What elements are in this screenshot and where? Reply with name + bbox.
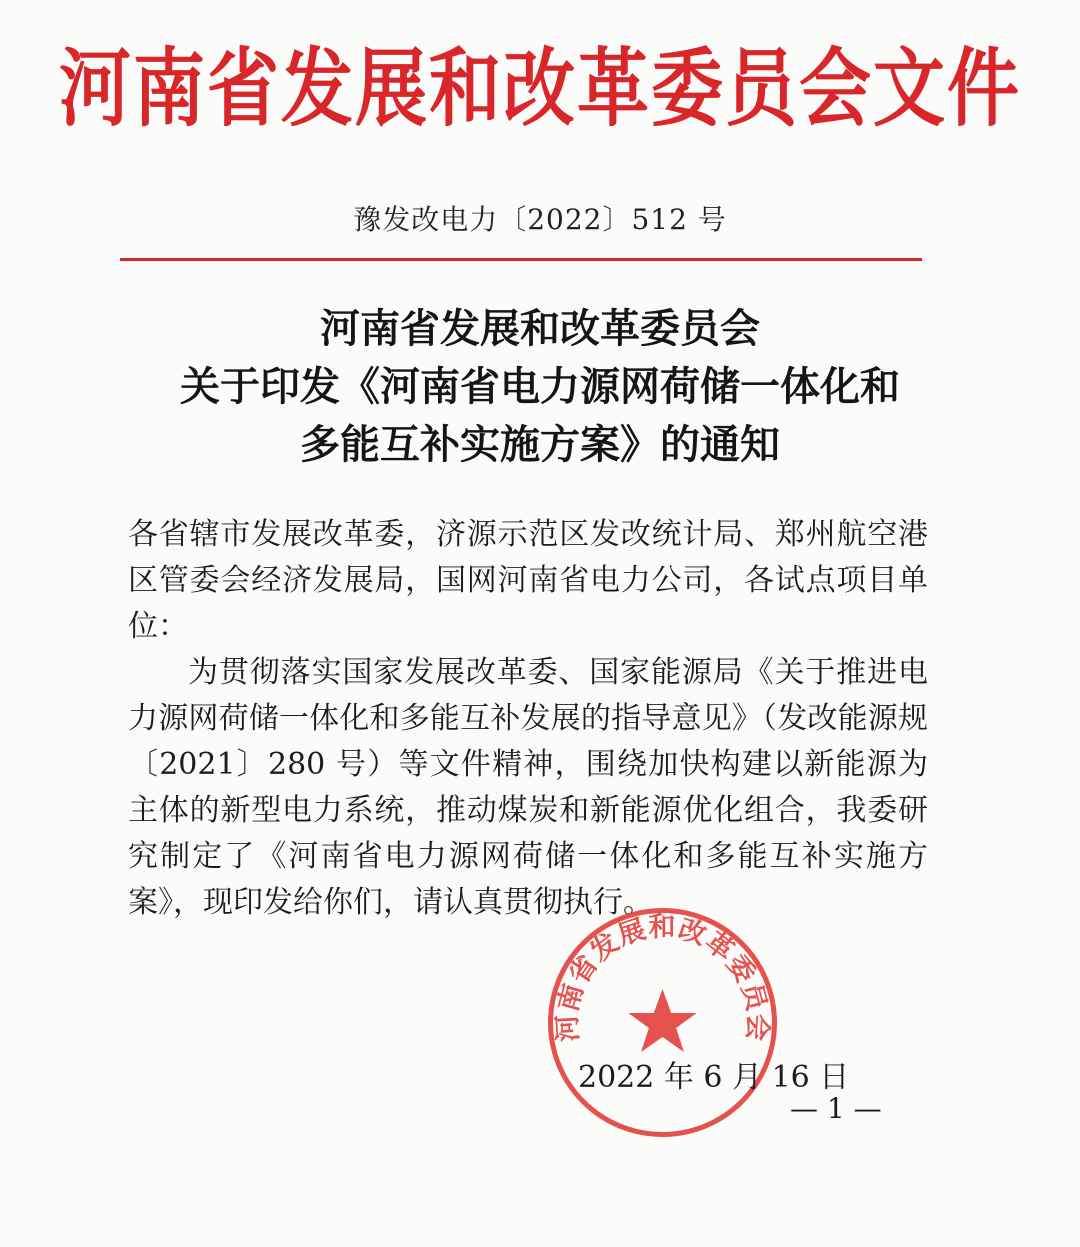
addressee-paragraph: 各省辖市发展改革委，济源示范区发改统计局、郑州航空港区管委会经济发展局，国网河南省电力公司，各试点项目单位： bbox=[128, 517, 928, 644]
notice-title bbox=[140, 300, 940, 474]
notice-title-line-1: 河南省发展和改革委员会 bbox=[320, 305, 760, 352]
document-number: 豫发改电力〔2022〕512 号 bbox=[353, 203, 727, 236]
seal-star-icon bbox=[628, 989, 696, 1052]
notice-title-line-3: 多能互补实施方案》的通知 bbox=[300, 421, 780, 468]
main-paragraph: 为贯彻落实国家发展改革委、国家能源局《关于推进电力源网荷储一体化和多能互补发展的指导意见》（发改能源规〔2021〕280 号）等文件精神，围绕加快构建以新能源为主体的新型电力系统，推动煤炭和新能源优化组合，我委研究制定了《河南省电力源网荷储一体化和多能互补实施方案》，现印发给你们，请认真贯彻执行。 bbox=[128, 655, 928, 920]
notice-title-line-2: 关于印发《河南省电力源网荷储一体化和 bbox=[180, 363, 900, 410]
page-number: — 1 — bbox=[790, 1092, 882, 1125]
document-header-title: 河南省发展和改革委员会文件 bbox=[58, 38, 1021, 138]
header-red-rule bbox=[120, 258, 922, 261]
issue-date: 2022 年 6 月 16 日 bbox=[578, 1060, 850, 1095]
notice-body bbox=[128, 512, 928, 926]
official-seal bbox=[545, 905, 780, 1140]
seal-text: 河南省发展和改革委员会 bbox=[551, 912, 774, 1043]
